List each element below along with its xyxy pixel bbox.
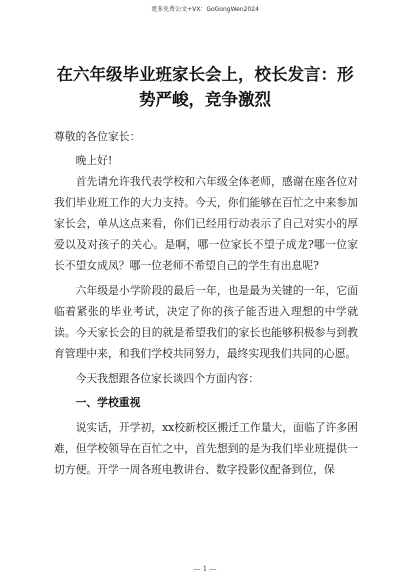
promo-banner: 更多免费公文+VX：GoGongWen2024 <box>151 6 259 13</box>
paragraph: 今天我想跟各位家长谈四个方面内容： <box>75 372 260 385</box>
page-number: — 1 — <box>193 565 217 573</box>
document-title: 在六年级毕业班家长会上，校长发言：形势严峻，竞争激烈 <box>56 65 354 109</box>
salutation: 尊敬的各位家长： <box>54 130 141 143</box>
section-heading: 一、学校重视 <box>75 396 141 409</box>
paragraph: 首先请允许我代表学校和六年级全体老师，感谢在座各位对我们毕业班工作的大力支持。今天，你们能够在百忙之中来参加家长会，单从这点来看，你们已经用行动表示了自己对实小的厚爱以及对孩子的关心。是啊，哪一位家长不望子成龙?哪一位家长不望女成凤？哪一位老师不希望自己的学生有出息呢? <box>54 175 358 272</box>
paragraph: 六年级是小学阶段的最后一年，也是最为关键的一年，它面临着紧张的毕业考试，决定了你的孩子能否进入理想的中学就读。今天家长会的目的就是希望我们的家长也能够积极参与到教育管理中来，和我们学校共同努力，最终实现我们共同的心愿。 <box>54 284 358 360</box>
greeting: 晚上好! <box>75 154 113 167</box>
paragraph: 说实话，开学初，xx校新校区搬迁工作量大，面临了许多困难，但学校领导在百忙之中，首先想到的是为我们毕业班提供一切方便。开学一周各班电教讲台、数字投影仪配备到位，保 <box>54 421 358 476</box>
document-body <box>54 126 358 480</box>
